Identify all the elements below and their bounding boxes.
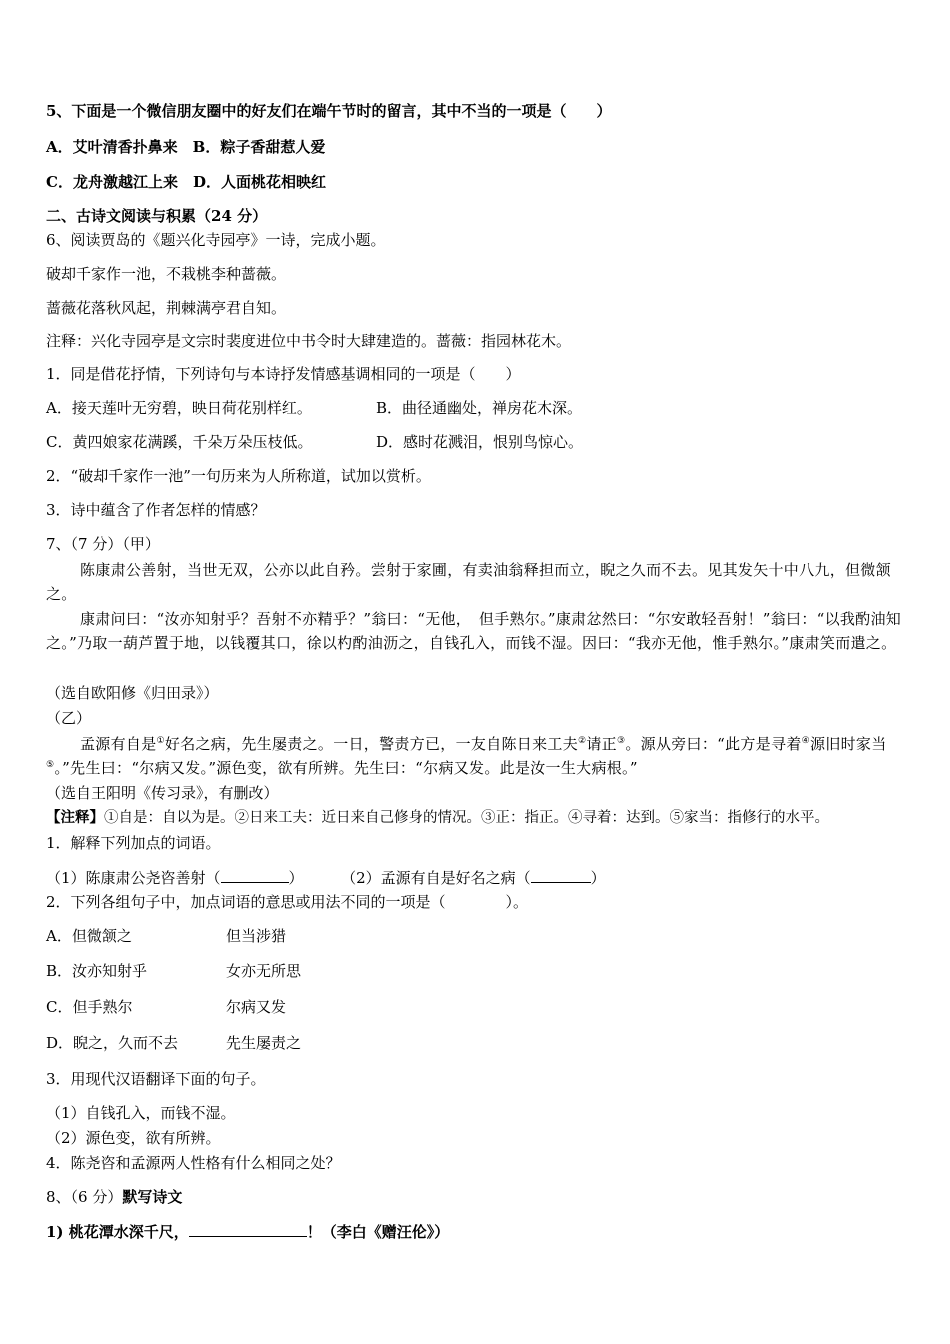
q7-notes-text: ①自是：自以为是。②日来工夫：近日来自己修身的情况。③正：指正。④寻着：达到。⑤家当：指修行的水平。: [104, 810, 829, 826]
q7-jia-paragraph1-text: 陈康肃公善射，当世无双，公亦以此自矜。尝射于家圃，有卖油翁释担而立，睨之久而不去。见其发矢十中八九，但微颔之。: [46, 561, 891, 603]
q7-sub1-items: [46, 867, 606, 888]
q7-sub1: 1．解释下列加点的词语。: [46, 834, 221, 852]
q6-stem: 6、阅读贾岛的《题兴化寺园亭》一诗，完成小题。: [46, 231, 386, 249]
q8-head-title: 默写诗文: [122, 1188, 183, 1206]
q7-sub1-item1: （1）陈康肃公尧咨善射（: [46, 869, 221, 887]
q6-sub1-option-d: D．感时花溅泪，恨别鸟惊心。: [376, 433, 584, 451]
q7-sub2-option-d: [46, 1033, 302, 1053]
q6-sub3: 3．诗中蕴含了作者怎样的情感？: [46, 501, 266, 519]
q7-sub1-item1-end: ）: [288, 869, 304, 887]
q6-sub1-option-a: A．接天莲叶无穷碧，映日荷花别样红。: [46, 399, 312, 417]
q7-yi-text-d: 。源从旁曰：“此方是寻着: [625, 735, 802, 753]
q7-sub2-option-a: [46, 926, 287, 946]
q6-poem-line1: 破却千家作一池，不栽桃李种蔷薇。: [46, 265, 287, 283]
note-ref-3: ③: [616, 736, 626, 746]
q7-yi-text-c: 请正: [586, 735, 617, 753]
q7-yi-text-e: 源旧时家当: [810, 735, 887, 753]
answer-blank-3[interactable]: [189, 1221, 307, 1237]
q7-yi-text-b: 好名之病，先生屡责之。一日，警责方已，一友自陈日来工夫: [164, 735, 578, 753]
q7-yi-source: （选自王阳明《传习录》，有删改）: [46, 784, 279, 802]
q7-notes: [46, 808, 829, 828]
q7-sub1-item2: （2）孟源有自是好名之病（: [341, 869, 531, 887]
q8-head-num: 8、（6 分）: [46, 1188, 123, 1206]
q7-sub2-option-c: [46, 997, 287, 1017]
q7-head: 7、（7 分）（甲）: [46, 535, 160, 553]
note-ref-5: ⑤: [46, 760, 55, 770]
q7-sub2-b-right: 女亦无所思: [226, 962, 302, 980]
q6-sub1-options-ab: [46, 398, 583, 418]
note-ref-4: ④: [801, 736, 811, 746]
q7-sub3-item1: （1）自钱孔入，而钱不湿。: [46, 1104, 236, 1122]
q7-sub2-d-right: 先生屡责之: [226, 1034, 302, 1052]
note-ref-1: ①: [156, 736, 165, 746]
q5-options-row1: A．艾叶清香扑鼻来 B．粽子香甜惹人爱: [46, 138, 326, 156]
q7-sub2-b-left: B．汝亦知射乎: [46, 962, 148, 980]
answer-blank-2[interactable]: [531, 867, 591, 883]
q7-jia-paragraph2-text: 康肃问曰：“汝亦知射乎？吾射不亦精乎？”翁曰：“无他， 但手熟尔。”康肃忿然曰：“尔安敢轻吾射！”翁曰：“以我酌油知之。”乃取一葫芦置于地，以钱覆其口，徐以杓酌油沥之，自钱孔入，而钱不湿。因曰：“我亦无他，惟手熟尔。”康肃笑而遣之。: [46, 610, 902, 652]
q8-line1: [46, 1221, 449, 1242]
q5-options-row2: C．龙舟激越江上来 D．人面桃花相映红: [46, 173, 326, 191]
q5-stem: 5、下面是一个微信朋友圈中的好友们在端午节时的留言，其中不当的一项是（ ）: [46, 102, 612, 120]
q7-yi-text-a: 孟源有自是: [80, 735, 157, 753]
q7-sub2-a-right: 但当涉猎: [226, 927, 287, 945]
answer-blank-1[interactable]: [221, 867, 289, 883]
q7-jia-paragraph2: [46, 607, 916, 655]
section2-heading: 二、古诗文阅读与积累（24 分）: [46, 207, 268, 225]
q6-sub2: 2．“破却千家作一池”一句历来为人所称道，试加以赏析。: [46, 467, 431, 485]
q7-yi-head: （乙）: [46, 709, 92, 727]
q8-head: [46, 1187, 182, 1207]
q7-jia-paragraph1: [46, 558, 916, 606]
q6-poem-line2: 蔷薇花落秋风起，荆棘满亭君自知。: [46, 299, 287, 317]
q7-sub2-a-left: A．但微颔之: [46, 927, 132, 945]
q7-sub3: 3．用现代汉语翻译下面的句子。: [46, 1070, 266, 1088]
q7-notes-label: 【注释】: [46, 809, 104, 826]
q8-line1-source: ！（李白《赠汪伦》）: [306, 1223, 450, 1241]
q6-sub1-option-c: C．黄四娘家花满蹊，千朵万朵压枝低。: [46, 433, 313, 451]
q7-sub2-c-right: 尔病又发: [226, 998, 287, 1016]
q7-sub2-option-b: [46, 961, 302, 981]
q8-line1-verse: 1) 桃花潭水深千尺，: [46, 1223, 189, 1241]
q6-note: 注释：兴化寺园亭是文宗时裴度进位中书令时大肆建造的。蔷薇：指园林花木。: [46, 332, 572, 350]
q7-yi-text-f: 。”先生曰：“尔病又发。”源色变，欲有所辨。先生曰：“尔病又发。此是汝一生大病根。”: [54, 759, 638, 777]
q7-sub4: 4．陈尧咨和孟源两人性格有什么相同之处？: [46, 1154, 341, 1172]
q6-sub1-options-cd: [46, 432, 584, 452]
q7-sub2-c-left: C．但手熟尔: [46, 998, 133, 1016]
q7-sub3-item2: （2）源色变，欲有所辨。: [46, 1129, 221, 1147]
q6-sub1-option-b: B．曲径通幽处，禅房花木深。: [376, 399, 583, 417]
q6-sub1: 1．同是借花抒情，下列诗句与本诗抒发情感基调相同的一项是（ ）: [46, 365, 521, 383]
q7-yi-paragraph: [46, 732, 916, 780]
q7-sub1-item2-end: ）: [590, 869, 606, 887]
note-ref-2: ②: [578, 736, 587, 746]
q7-sub2-d-left: D．睨之，久而不去: [46, 1034, 179, 1052]
q7-sub2: 2．下列各组句子中，加点词语的意思或用法不同的一项是（ ）。: [46, 893, 529, 911]
q7-jia-source: （选自欧阳修《归田录》）: [46, 684, 219, 702]
